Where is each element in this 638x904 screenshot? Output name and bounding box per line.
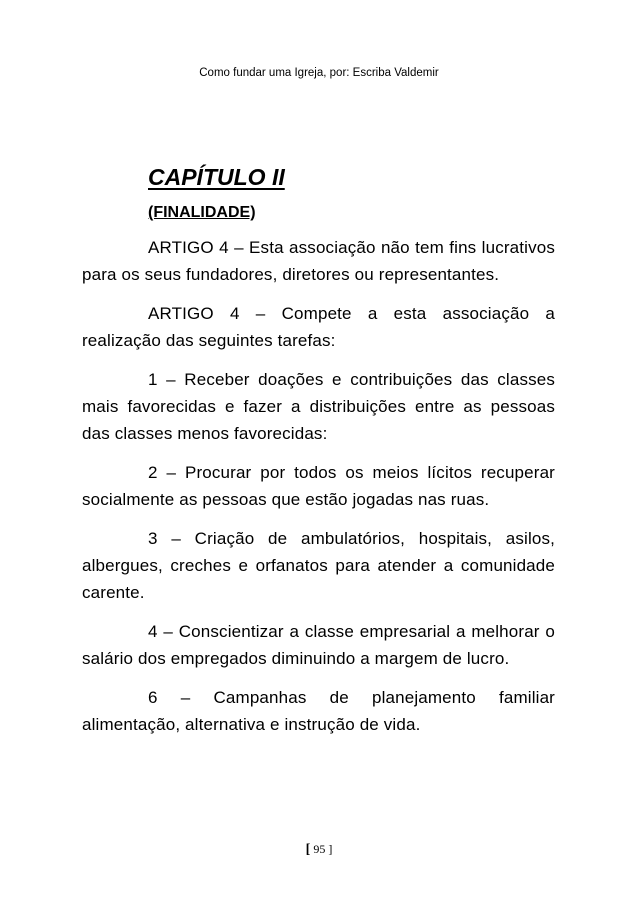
paragraph-artigo-4-fins: ARTIGO 4 – Esta associação não tem fins lucrativos para os seus fundadores, diretores ou representantes. [82,238,555,284]
page-number-close-bracket: ] [328,842,333,856]
page-number-open-bracket: [ [305,842,311,857]
page-number: 95 [313,842,326,856]
running-header: Como fundar uma Igreja, por: Escriba Valdemir [199,67,439,79]
paragraph-item-2: 2 – Procurar por todos os meios lícitos recuperar socialmente as pessoas que estão jogadas nas ruas. [82,463,555,509]
paragraph-item-6: 6 – Campanhas de planejamento familiar alimentação, alternativa e instrução de vida. [82,688,555,734]
chapter-subtitle: (FINALIDADE) [148,204,256,221]
paragraph-item-1: 1 – Receber doações e contribuições das classes mais favorecidas e fazer a distribuições entre as pessoas das classes menos favorecidas: [82,370,555,443]
paragraph-artigo-4-compete: ARTIGO 4 – Compete a esta associação a realização das seguintes tarefas: [82,304,555,350]
paragraph-item-4: 4 – Conscientizar a classe empresarial a melhorar o salário dos empregados diminuindo a margem de lucro. [82,622,555,668]
page-number-footer [0,842,638,857]
paragraph-item-3: 3 – Criação de ambulatórios, hospitais, asilos, albergues, creches e orfanatos para atender a comunidade carente. [82,529,555,602]
chapter-title: CAPÍTULO II [148,164,285,190]
page-body [82,160,555,738]
